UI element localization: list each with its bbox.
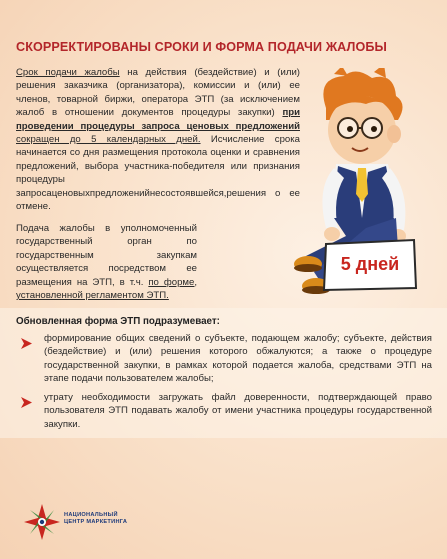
bullet-arrow-icon <box>20 337 33 350</box>
deadline-days: сокращен до 5 календарных дней. <box>16 134 201 146</box>
page-title: СКОРРЕКТИРОВАНЫ СРОКИ И ФОРМА ПОДАЧИ ЖАЛОБЫ <box>16 40 387 54</box>
submission-text: Подача жалобы в уполномоченный государственный орган по государственным закупкам осуществляется посредством ее размещения на ЭТП, в т.ч. <box>16 223 197 288</box>
ncm-star-logo-icon <box>22 502 62 542</box>
list-item: утрату необходимости загружать файл доверенности, подтверждающей право пользователя ЭТП подавать жалобу от имени участника процедуры государственной закупки. <box>44 392 432 430</box>
logo-line-1: НАЦИОНАЛЬНЫЙ <box>64 512 118 518</box>
paragraph-deadline <box>16 66 300 213</box>
deadline-text: на действия (бездействие) и (или) решения заказчика (организатора), комиссии и (или) ее членов, товарной биржи, оператора ЭТП (за исключением жалоб в отношении документов процедуры закупки) <box>16 67 301 119</box>
deadline-term: Срок подачи жалобы <box>16 67 120 78</box>
logo-line-2: ЦЕНТР МАРКЕТИНГА <box>64 519 128 525</box>
deadline-start-text: Исчисление срока начинается со дня размещения протокола оценки и сравнения предложений, выбора участника-победителя или признания процедуры запросаценовыхпредложенийнесостоявшейся,решения о ее отмене. <box>16 134 300 213</box>
bullet-arrow-icon <box>20 396 33 409</box>
list-heading: Обновленная форма ЭТП подразумевает: <box>16 316 220 327</box>
list-item: формирование общих сведений о субъекте, подающем жалобу; субъекте, действия (бездействие) и (или) решения которого обжалуются; а также о процедуре государственной закупки, в рамках которой подается жалоба, средствами ЭТП на этапе подачи пользователем жалобы; <box>44 333 432 385</box>
paragraph-submission <box>16 222 197 302</box>
logo-text <box>64 512 127 526</box>
sign-days-label: 5 дней <box>340 254 400 274</box>
submission-form-link: по форме, установленной регламентом ЭТП. <box>16 276 198 302</box>
procedure-emphasis: при проведении процедуры запроса ценовых предложений <box>16 107 300 132</box>
